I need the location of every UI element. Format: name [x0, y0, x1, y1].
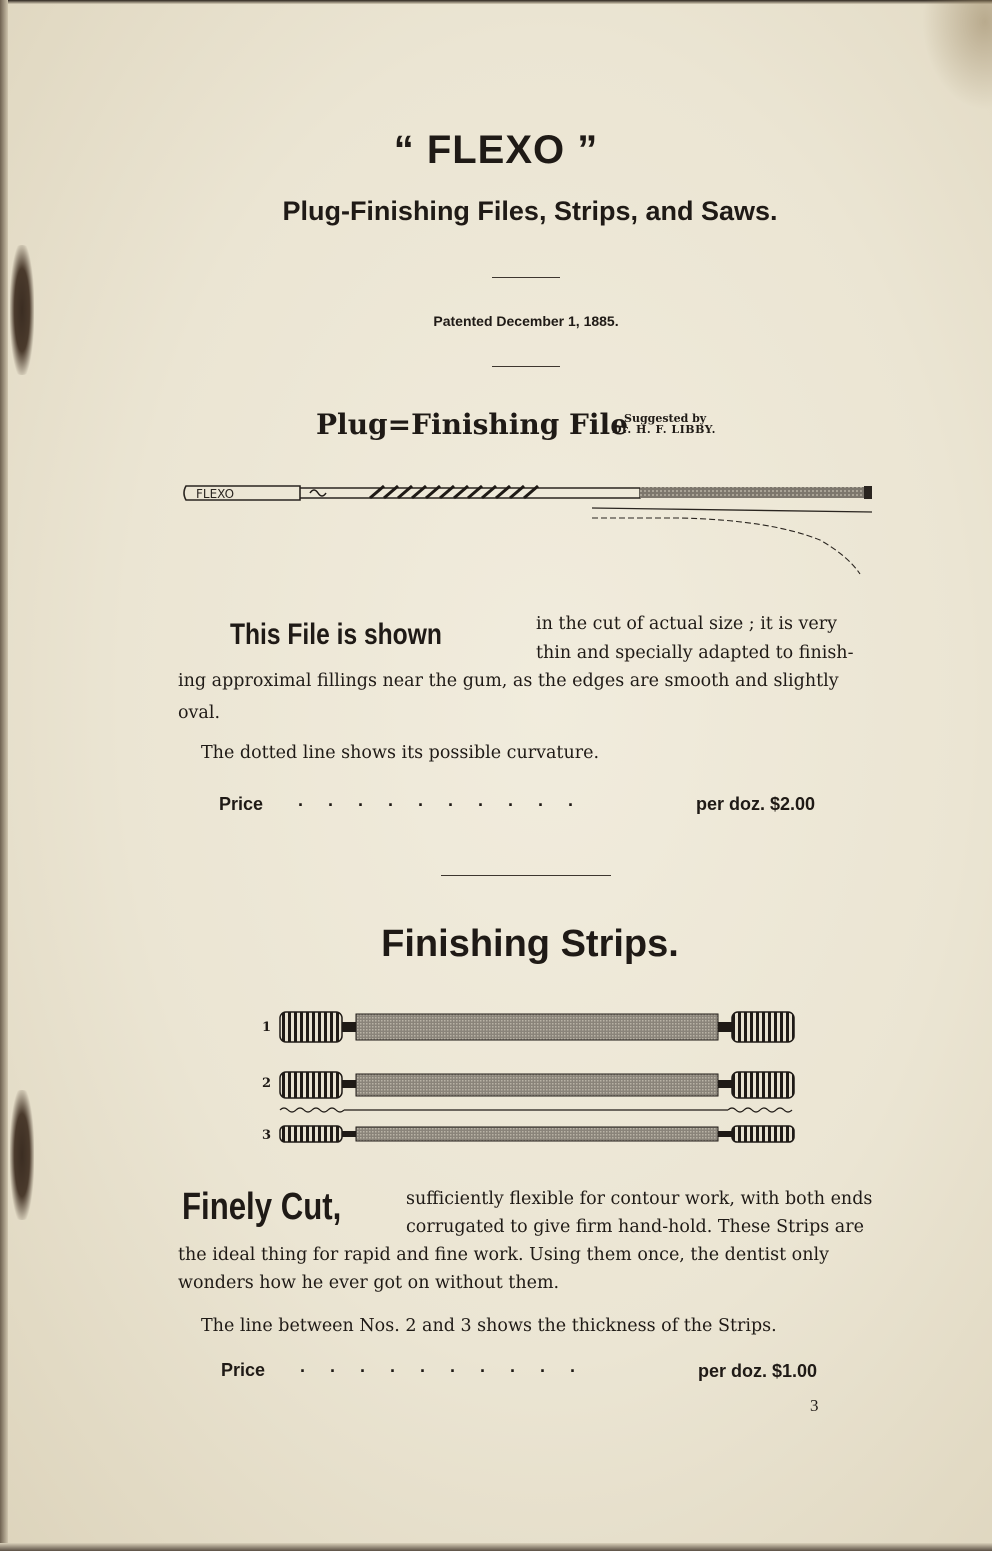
- strip-1: [280, 1012, 794, 1042]
- binding-hole-bottom: [10, 1090, 34, 1220]
- strips-price-dots: . . . . . . . . . .: [300, 1356, 576, 1376]
- page-bottom-edge: [0, 1543, 992, 1551]
- file-handle: [184, 486, 640, 501]
- strip-number-3: 3: [262, 1128, 272, 1143]
- patent-line: Patented December 1, 1885.: [433, 313, 619, 329]
- file-price-dots: . . . . . . . . . .: [298, 790, 574, 810]
- finishing-strips-illustration: [276, 1008, 806, 1148]
- strips-price-value: per doz. $1.00: [698, 1361, 818, 1381]
- divider-short-2: [492, 366, 560, 367]
- strip-number-1: 1: [262, 1020, 272, 1035]
- page-top-edge: [0, 0, 992, 4]
- page-title: “ FLEXO ”: [393, 128, 599, 172]
- curvature-lines: [592, 508, 872, 574]
- suggested-by-label: Suggested by: [624, 412, 707, 425]
- strips-para-line-3: the ideal thing for rapid and fine work. Using them once, the dentist only: [178, 1245, 829, 1265]
- strips-heading: Finishing Strips.: [381, 923, 679, 965]
- file-price-value: per doz. $2.00: [696, 794, 816, 814]
- suggested-by-credit: [612, 413, 716, 435]
- file-curvature-note: The dotted line shows its possible curvature.: [201, 743, 600, 763]
- file-engraving-label: FLEXO: [196, 487, 235, 501]
- strip-number-2: 2: [262, 1076, 272, 1091]
- file-tip: [864, 486, 872, 499]
- strips-para-line-4: wonders how he ever got on without them.: [178, 1273, 560, 1293]
- file-para-line-4: oval.: [178, 703, 221, 723]
- strips-thickness-note: The line between Nos. 2 and 3 shows the thickness of the Strips.: [201, 1316, 777, 1336]
- corner-stain: [922, 0, 992, 110]
- file-para-line-3: ing approximal fillings near the gum, as the edges are smooth and slightly: [178, 671, 839, 691]
- suggested-by-name: Dr. H. F. LIBBY.: [612, 423, 716, 436]
- file-price-label: Price: [219, 794, 264, 814]
- page-left-edge: [0, 0, 8, 1551]
- strips-lead-line-2: corrugated to give firm hand-hold. These Strips are: [406, 1217, 864, 1237]
- file-heading: Plug=Finishing File: [316, 408, 629, 441]
- strip-thickness-line: [280, 1108, 792, 1112]
- file-cutting-blade: [640, 487, 872, 498]
- file-lead-line-1: in the cut of actual size ; it is very: [536, 614, 838, 634]
- flexo-file-illustration: [180, 474, 880, 584]
- strip-3: [280, 1126, 794, 1142]
- file-lead-words: This File is shown: [230, 618, 442, 651]
- strip-2: [280, 1072, 794, 1098]
- divider-short-1: [492, 277, 560, 278]
- strips-lead-words: Finely Cut,: [182, 1186, 342, 1228]
- page-number: 3: [810, 1396, 819, 1415]
- binding-hole-top: [10, 245, 34, 375]
- strips-price-label: Price: [221, 1360, 266, 1380]
- section-divider: [441, 875, 611, 876]
- file-lead-line-2: thin and specially adapted to finish-: [536, 643, 854, 663]
- strips-lead-line-1: sufficiently flexible for contour work, with both ends: [406, 1189, 873, 1209]
- page-subtitle: Plug-Finishing Files, Strips, and Saws.: [282, 196, 778, 226]
